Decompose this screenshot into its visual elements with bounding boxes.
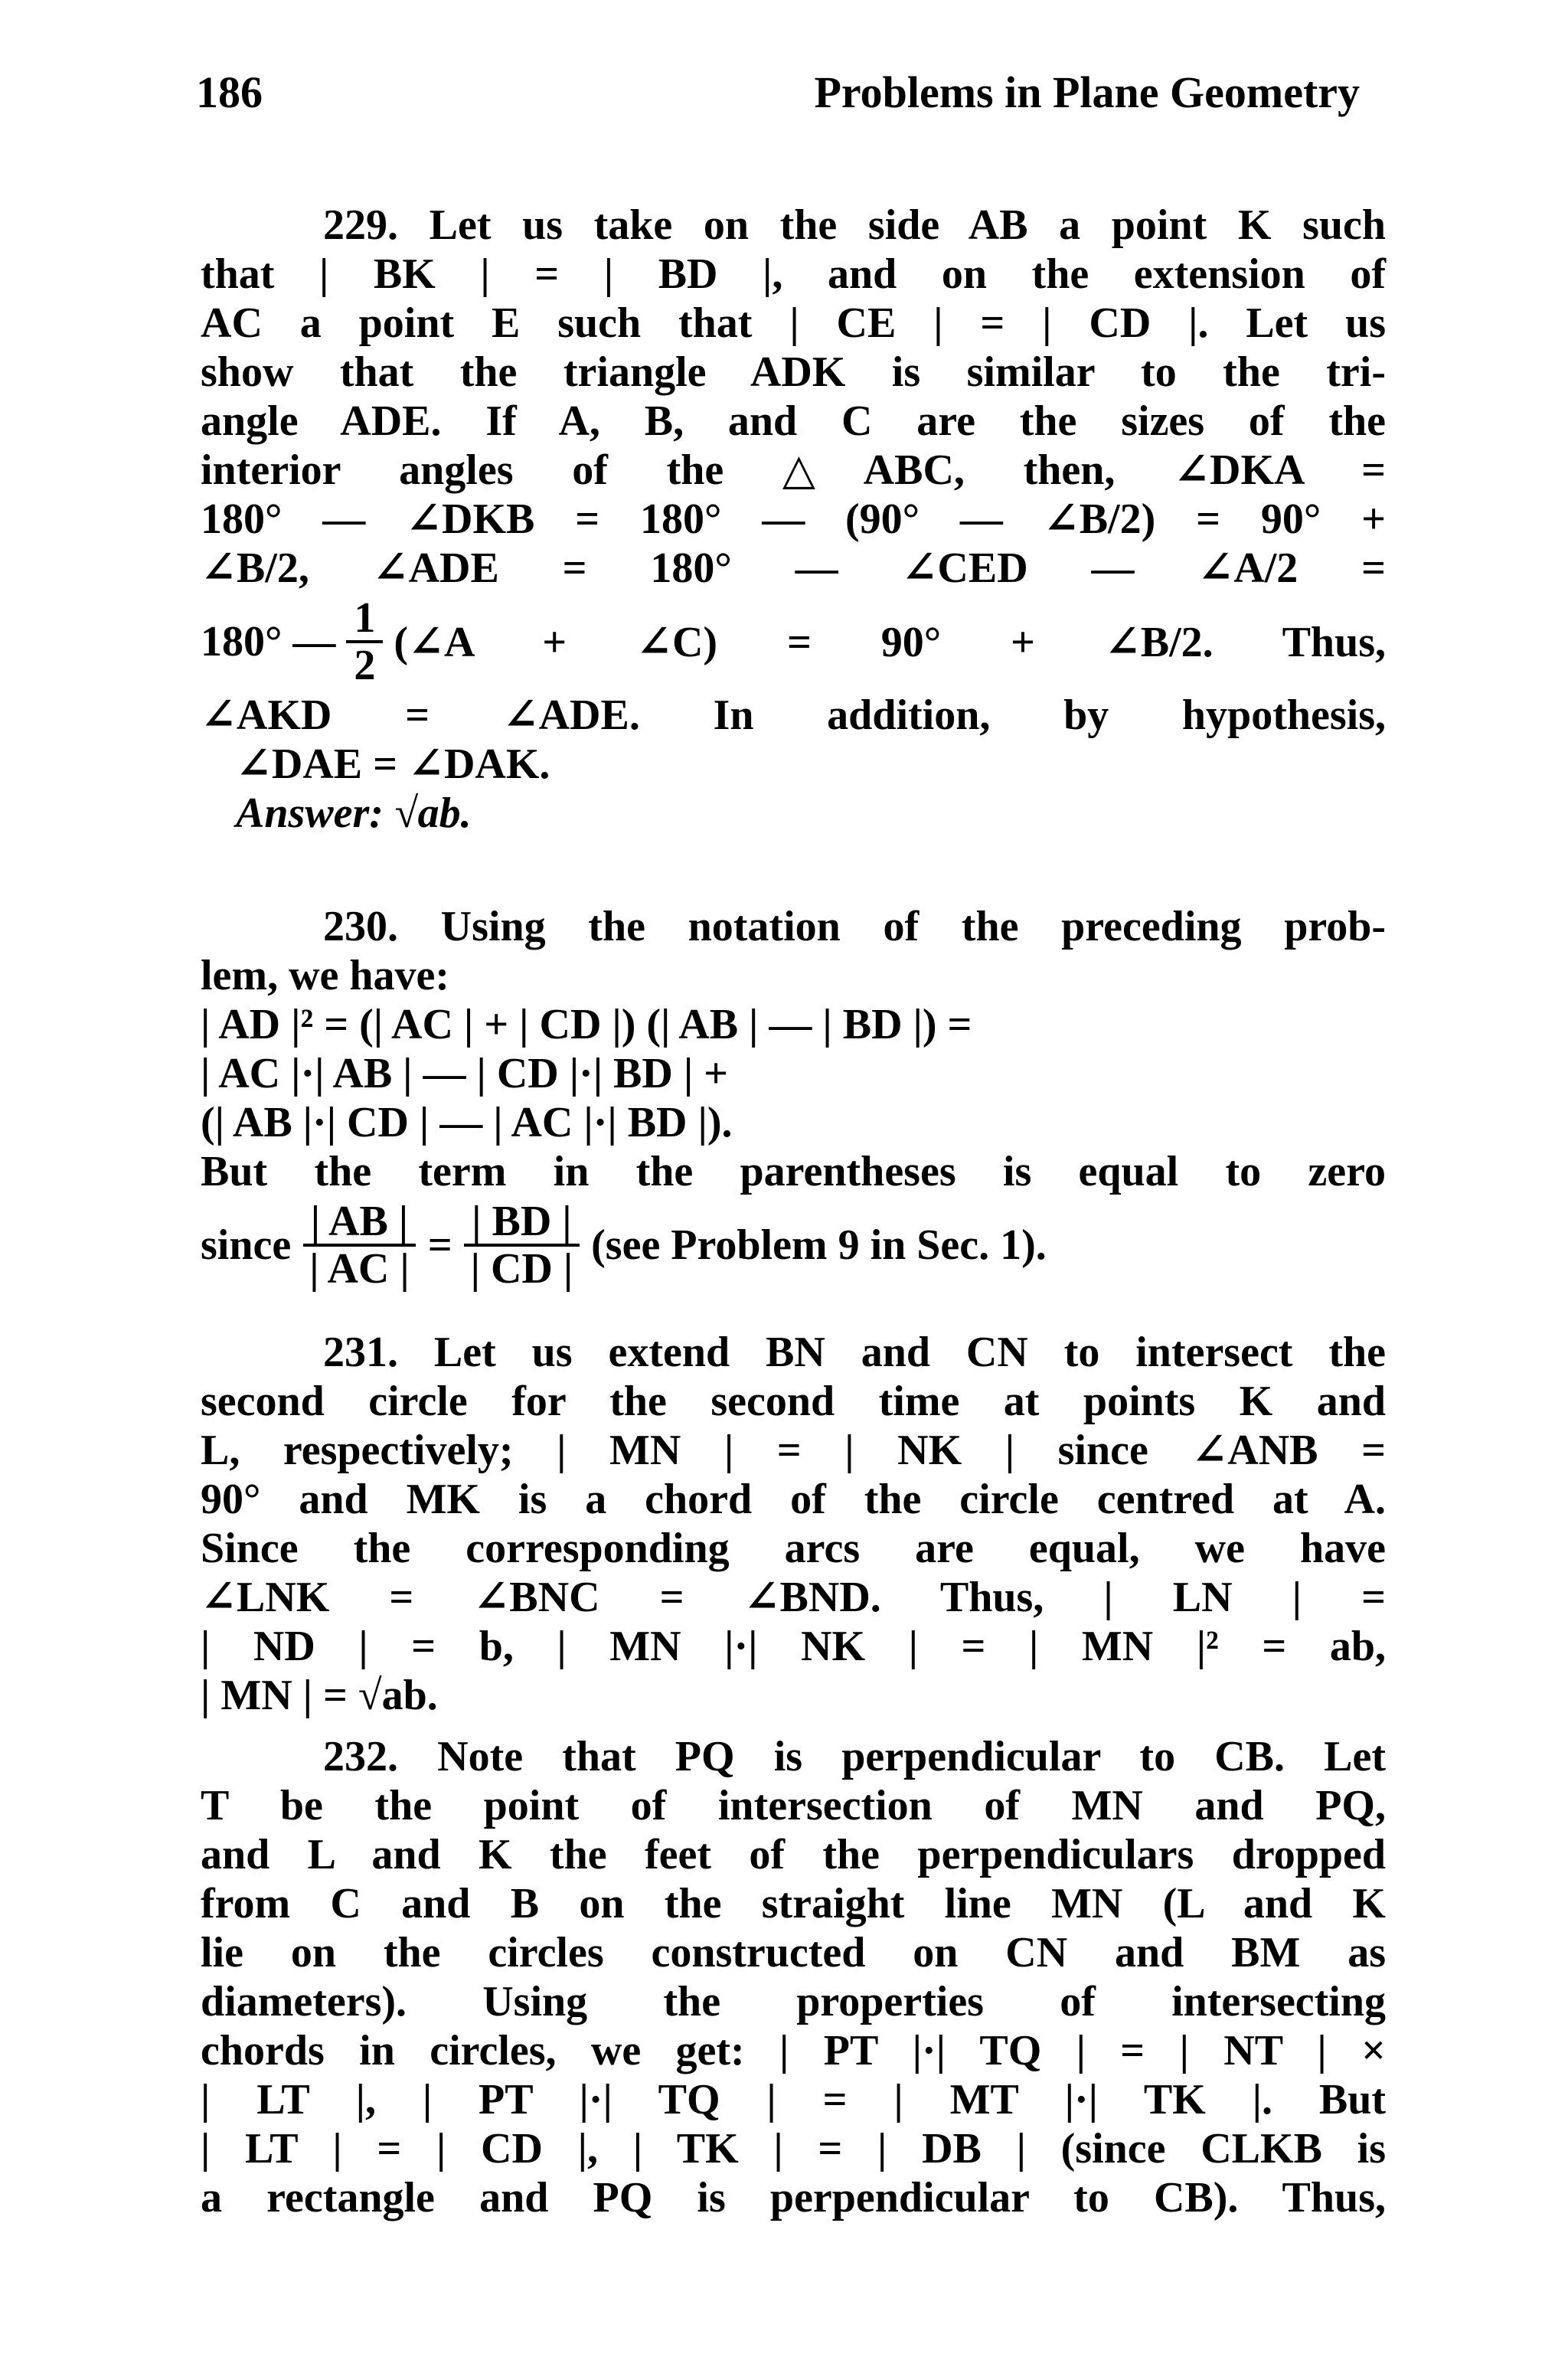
text-line: lem, we have:	[201, 952, 450, 999]
text-line: lie on the circles constructed on CN and BM as	[201, 1929, 1386, 1976]
text-line: 180° — ∠DKB = 180° — (90° — ∠B/2) = 90° +	[201, 495, 1386, 543]
text-line: ∠DAE = ∠DAK.	[236, 740, 550, 788]
fraction-numerator: 1	[346, 596, 383, 643]
text-line: diameters). Using the properties of intersecting	[201, 1978, 1386, 2025]
text-line: from C and B on the straight line MN (L and K	[201, 1880, 1386, 1927]
fraction-denominator: | AC |	[309, 1245, 410, 1293]
text-line: 90° and MK is a chord of the circle centred at A.	[201, 1476, 1386, 1523]
problem-231	[201, 1328, 1386, 1720]
text-line: | MN | = √ab.	[201, 1672, 438, 1719]
fraction-line	[201, 593, 1386, 691]
running-title: Problems in Plane Geometry	[814, 67, 1360, 117]
problem-230	[201, 902, 1386, 1294]
text-line: angle ADE. If A, B, and C are the sizes of the	[201, 397, 1386, 445]
text-line: show that the triangle ADK is similar to the tri-	[201, 348, 1386, 396]
answer-line: Answer: √ab.	[236, 790, 472, 837]
text-segment: since	[201, 1221, 292, 1269]
text-line: and L and K the feet of the perpendiculars dropped	[201, 1831, 1386, 1878]
text-line: second circle for the second time at points K and	[201, 1378, 1386, 1425]
equals-sign: =	[427, 1221, 452, 1269]
text-line: | AD |² = (| AC | + | CD |) (| AB | — | BD |) =	[201, 1001, 972, 1048]
fraction-denominator: 2	[354, 642, 376, 689]
text-line: interior angles of the △ABC, then, ∠DKA =	[201, 446, 1386, 494]
text-line: (| AB |·| CD | — | AC |·| BD |).	[201, 1099, 733, 1146]
fraction-numerator: | AB |	[303, 1199, 416, 1247]
fraction-denominator: | CD |	[470, 1245, 573, 1293]
text-line: ∠AKD = ∠ADE. In addition, by hypothesis,	[201, 691, 1386, 739]
fraction-bd-over-cd	[463, 1199, 581, 1291]
fraction-numerator: | BD |	[464, 1199, 579, 1247]
text-line: ∠B/2, ∠ADE = 180° — ∠CED — ∠A/2 =	[201, 544, 1386, 592]
text-line: | AC |·| AB | — | CD |·| BD | +	[201, 1050, 729, 1097]
text-line: But the term in the parentheses is equal to zero	[201, 1148, 1386, 1195]
problem-232	[201, 1732, 1386, 2222]
page-number: 186	[196, 67, 263, 117]
text-line: L, respectively; | MN | = | NK | since ∠ANB =	[201, 1427, 1386, 1474]
fraction-one-half	[346, 596, 383, 688]
text-line: | ND | = b, | MN |·| NK | = | MN |² = ab,	[201, 1623, 1386, 1670]
text-line: T be the point of intersection of MN and PQ,	[201, 1782, 1386, 1829]
text-line: Since the corresponding arcs are equal, we have	[201, 1525, 1386, 1572]
text-line: 230. Using the notation of the preceding prob-	[323, 903, 1386, 950]
text-line: ∠LNK = ∠BNC = ∠BND. Thus, | LN | =	[201, 1574, 1386, 1621]
text-line: | LT | = | CD |, | TK | = | DB | (since CLKB is	[201, 2125, 1386, 2172]
text-line: that | BK | = | BD |, and on the extension of	[201, 250, 1386, 298]
since-fraction-line	[201, 1196, 1386, 1294]
text-line: AC a point E such that | CE | = | CD |. Let us	[201, 299, 1386, 347]
text-line: 229. Let us take on the side AB a point K such	[323, 201, 1386, 249]
text-segment: (see Problem 9 in Sec. 1).	[591, 1221, 1047, 1269]
fraction-ab-over-ac	[302, 1199, 416, 1291]
text-segment: 180° —	[201, 618, 336, 665]
text-line: chords in circles, we get: | PT |·| TQ | = | NT | ×	[201, 2027, 1386, 2074]
text-line: a rectangle and PQ is perpendicular to CB). Thus,	[201, 2174, 1386, 2221]
problem-229	[201, 201, 1386, 838]
text-line: | LT |, | PT |·| TQ | = | MT |·| TK |. But	[201, 2076, 1386, 2123]
text-line: 231. Let us extend BN and CN to intersect the	[323, 1329, 1386, 1376]
text-segment: (∠A + ∠C) = 90° + ∠B/2. Thus,	[394, 619, 1386, 666]
text-line: 232. Note that PQ is perpendicular to CB. Let	[323, 1733, 1386, 1780]
